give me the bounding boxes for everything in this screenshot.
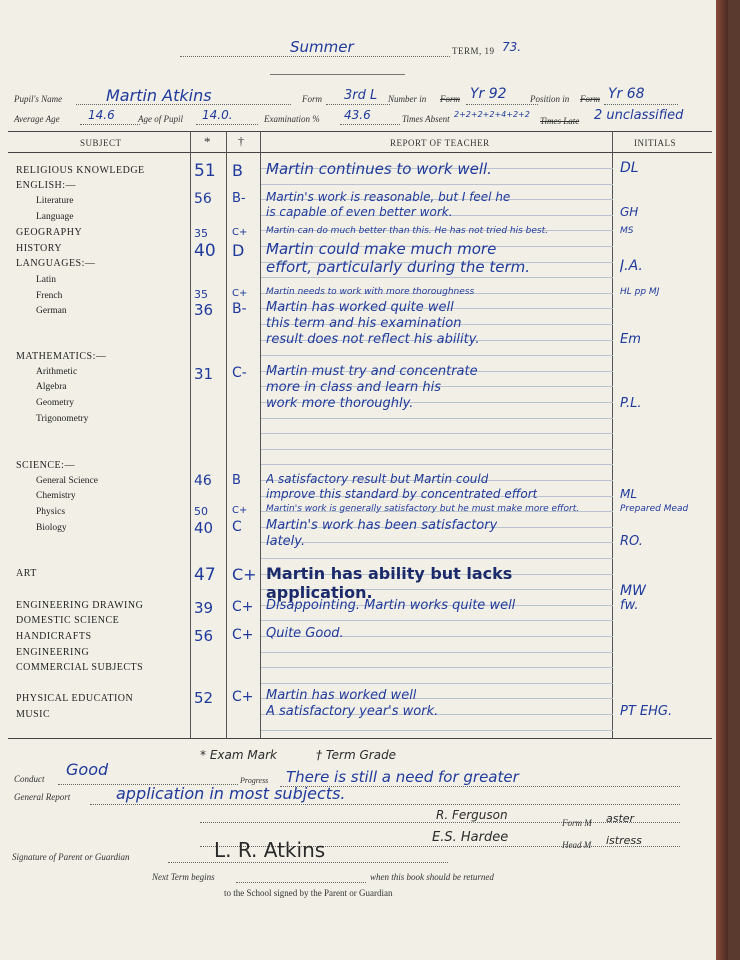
subject-geometry: Geometry <box>36 398 74 408</box>
term-grade: C <box>232 519 242 535</box>
exam-mark: 52 <box>194 689 214 707</box>
age-of-pupil-value: 14.0. <box>202 108 233 122</box>
teacher-initials: Em <box>620 332 641 347</box>
teacher-report-line: more in class and learn his <box>266 380 441 395</box>
col-exam-mark-header: * <box>204 134 211 149</box>
col-initials-header: INITIALS <box>634 138 676 148</box>
term-grade: C+ <box>232 288 248 299</box>
number-value: Yr 92 <box>470 86 507 102</box>
teacher-initials: PT EHG. <box>620 704 673 719</box>
position-value: Yr 68 <box>608 86 645 102</box>
subject-mathematics: MATHEMATICS:— <box>16 351 107 362</box>
return-text-1: when this book should be returned <box>370 872 494 882</box>
exam-mark: 36 <box>194 301 214 319</box>
subject-geography: GEOGRAPHY <box>16 227 83 238</box>
pupil-name-value: Martin Atkins <box>106 86 212 105</box>
exam-mark: 51 <box>194 161 216 181</box>
term-grade: B <box>232 473 241 488</box>
term-label: TERM, 19 <box>452 46 495 56</box>
times-absent-label: Times Absent <box>402 114 450 124</box>
exam-mark: 56 <box>194 191 212 207</box>
teacher-initials: ML <box>620 487 638 501</box>
teacher-initials: Prepared Mead <box>620 504 689 514</box>
subject-arithmetic: Arithmetic <box>36 367 78 377</box>
subject-history: HISTORY <box>16 243 63 254</box>
teacher-report-line: A satisfactory year's work. <box>266 704 439 719</box>
teacher-report-line: improve this standard by concentrated effort <box>266 487 538 501</box>
teacher-initials: J.A. <box>620 258 643 274</box>
subject-biology: Biology <box>36 523 67 533</box>
teacher-report-line: Quite Good. <box>266 626 344 641</box>
year-value: 73. <box>502 40 522 54</box>
exam-mark: 56 <box>194 627 214 645</box>
teacher-report-line: Martin's work is reasonable, but I feel he <box>266 190 511 204</box>
subject-science: SCIENCE:— <box>16 460 75 471</box>
subject-music: MUSIC <box>16 709 51 720</box>
general-report-label: General Report <box>14 792 71 802</box>
form-master-suffix: aster <box>606 812 635 825</box>
subject-latin: Latin <box>36 275 57 285</box>
teacher-initials: MS <box>620 226 634 236</box>
col-subject-header: SUBJECT <box>80 138 122 148</box>
subject-engineering: ENGINEERING <box>16 647 90 658</box>
teacher-report-line: Martin can do much better than this. He has not tried his best. <box>266 226 548 236</box>
form-master-label: Form M <box>562 818 592 828</box>
term-grade: C+ <box>232 227 248 238</box>
conduct-value: Good <box>66 760 109 779</box>
form-label: Form <box>302 94 322 104</box>
subject-languages: LANGUAGES:— <box>16 258 96 269</box>
legend-exam-mark: * Exam Mark <box>200 748 277 762</box>
head-master-label: Head M <box>562 840 592 850</box>
teacher-initials: MW <box>620 583 646 599</box>
teacher-initials: HL pp MJ <box>620 287 660 297</box>
return-text-2: to the School signed by the Parent or Guardian <box>224 888 393 898</box>
teacher-report-line: Martin has worked well <box>266 688 417 703</box>
subject-handicrafts: HANDICRAFTS <box>16 631 92 642</box>
parent-signature-label: Signature of Parent or Guardian <box>12 852 130 862</box>
exam-percent-value: 43.6 <box>344 108 371 122</box>
subject-engineering-drawing: ENGINEERING DRAWING <box>16 600 144 611</box>
term-grade: C+ <box>232 689 254 705</box>
times-absent-value: 2+2+2+2+4+2+2 <box>454 110 530 119</box>
subject-religious-knowledge: RELIGIOUS KNOWLEDGE <box>16 165 145 176</box>
teacher-report-line: Martin has worked quite well <box>266 300 454 315</box>
exam-mark: 47 <box>194 565 216 585</box>
subject-domestic-science: DOMESTIC SCIENCE <box>16 615 120 626</box>
number-label: Number in <box>388 94 427 104</box>
teacher-report-line: Martin's work is generally satisfactory but he must make more effort. <box>266 504 580 514</box>
term-grade: C+ <box>232 505 248 516</box>
next-term-label: Next Term begins <box>152 872 215 882</box>
subject-language: Language <box>36 212 74 222</box>
age-of-pupil-label: Age of Pupil <box>138 114 183 124</box>
teacher-report-line: this term and his examination <box>266 316 462 331</box>
exam-mark: 50 <box>194 505 208 518</box>
term-grade: B <box>232 161 243 180</box>
teacher-report-line: result does not reflect his ability. <box>266 332 480 347</box>
term-grade: C+ <box>232 599 254 615</box>
subject-commercial-subjects: COMMERCIAL SUBJECTS <box>16 662 144 673</box>
average-age-value: 14.6 <box>88 108 115 122</box>
age-row <box>14 108 714 130</box>
exam-mark: 35 <box>194 288 208 301</box>
number-form-struck: Form <box>440 94 460 104</box>
general-report-value: application in most subjects. <box>116 784 346 803</box>
term-grade: D <box>232 241 245 260</box>
teacher-initials: fw. <box>620 598 639 613</box>
teacher-report-line: Martin has ability but lacks <box>266 564 513 583</box>
exam-mark: 39 <box>194 599 214 617</box>
teacher-report-line: Martin continues to work well. <box>266 160 492 178</box>
subject-physics: Physics <box>36 507 66 517</box>
exam-percent-label: Examination % <box>264 114 320 124</box>
subject-algebra: Algebra <box>36 382 67 392</box>
teacher-report-line: A satisfactory result but Martin could <box>266 472 489 486</box>
exam-mark: 35 <box>194 227 208 240</box>
average-age-label: Average Age <box>14 114 60 124</box>
pupil-name-label: Pupil's Name <box>14 94 63 104</box>
term-grade: C+ <box>232 565 257 584</box>
exam-mark: 46 <box>194 473 212 489</box>
subject-english: ENGLISH:— <box>16 180 77 191</box>
pupil-row <box>14 86 714 108</box>
teacher-report-line: Martin needs to work with more thoroughness <box>266 287 475 297</box>
teacher-initials: P.L. <box>620 396 642 411</box>
progress-value: There is still a need for greater <box>286 768 519 786</box>
legend-term-grade: † Term Grade <box>316 748 397 762</box>
conduct-label: Conduct <box>14 774 45 784</box>
form-value: 3rd L <box>344 88 378 103</box>
parent-signature: L. R. Atkins <box>214 838 326 862</box>
teacher-initials: RO. <box>620 534 643 549</box>
teacher-report-line: Disappointing. Martin works quite well <box>266 598 516 613</box>
times-late-value: 2 unclassified <box>594 108 684 123</box>
term-grade: C- <box>232 365 247 381</box>
teacher-report-line: Martin could make much more <box>266 240 497 258</box>
exam-mark: 31 <box>194 365 214 383</box>
term-grade: B- <box>232 301 247 317</box>
head-master-suffix: istress <box>606 834 642 847</box>
subject-french: French <box>36 291 63 301</box>
form-master-signature: R. Ferguson <box>436 808 508 822</box>
position-form-struck: Form <box>580 94 600 104</box>
term-value: Summer <box>290 38 354 56</box>
teacher-report-line: Martin's work has been satisfactory <box>266 518 498 533</box>
exam-mark: 40 <box>194 519 214 537</box>
exam-mark: 40 <box>194 241 216 261</box>
col-report-header: REPORT OF TEACHER <box>390 138 490 148</box>
col-term-grade-header: † <box>238 134 245 148</box>
teacher-report-line: Martin must try and concentrate <box>266 364 478 379</box>
subject-chemistry: Chemistry <box>36 491 76 501</box>
subject-art: ART <box>16 568 37 579</box>
teacher-report-line: is capable of even better work. <box>266 205 453 219</box>
teacher-report-line: work more thoroughly. <box>266 396 414 411</box>
head-master-signature: E.S. Hardee <box>432 830 509 845</box>
times-late-struck: Times Late <box>540 116 580 126</box>
subject-german: German <box>36 306 67 316</box>
teacher-initials: DL <box>620 160 639 176</box>
teacher-report-line: application. <box>266 583 373 602</box>
binder-edge <box>716 0 728 960</box>
subject-literature: Literature <box>36 196 74 206</box>
subject-trigonometry: Trigonometry <box>36 414 89 424</box>
term-grade: C+ <box>232 627 254 643</box>
teacher-report-line: effort, particularly during the term. <box>266 258 531 276</box>
teacher-initials: GH <box>620 205 639 219</box>
subject-general-science: General Science <box>36 476 98 486</box>
term-line <box>180 38 522 62</box>
term-grade: B- <box>232 191 246 206</box>
teacher-report-line: lately. <box>266 534 306 549</box>
progress-label: Progress <box>240 776 269 785</box>
subject-physical-education: PHYSICAL EDUCATION <box>16 693 134 704</box>
position-label: Position in <box>530 94 570 104</box>
